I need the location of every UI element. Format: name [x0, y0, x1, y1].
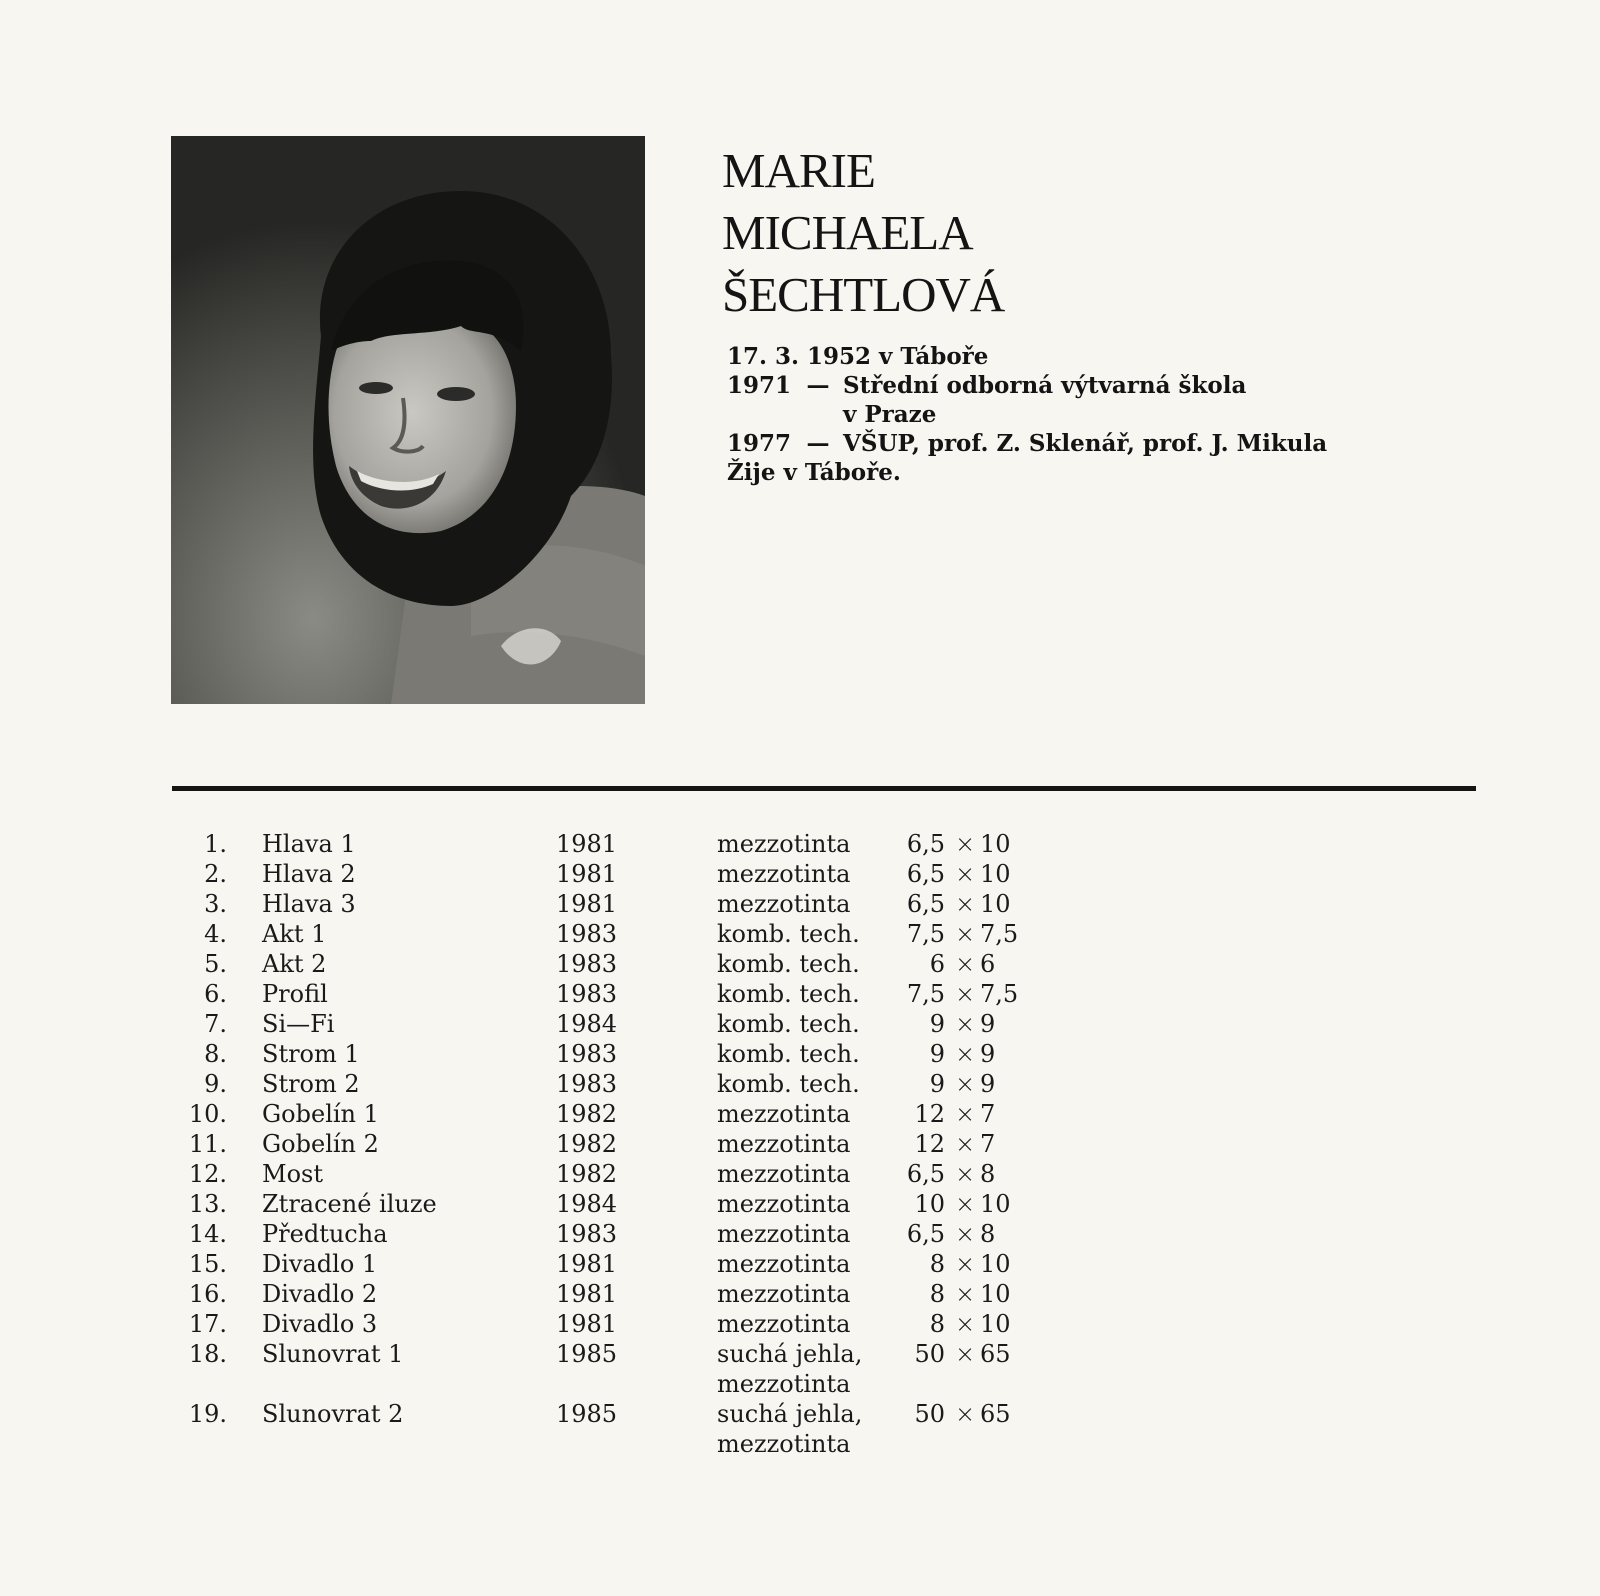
work-width: 6,5 — [906, 1160, 945, 1188]
bio-edu1-year: 1971 — [727, 372, 792, 399]
work-year: 1985 — [556, 1340, 618, 1368]
dimension-separator: × — [954, 1400, 976, 1428]
work-technique-line: mezzotinta — [717, 890, 851, 918]
work-technique — [717, 1399, 862, 1459]
work-number: 17. — [188, 1310, 227, 1338]
work-number: 1. — [204, 830, 227, 858]
work-year: 1981 — [556, 860, 618, 888]
work-technique-line: mezzotinta — [717, 1220, 851, 1248]
work-technique-line: mezzotinta — [717, 830, 851, 858]
dimension-separator: × — [954, 1160, 976, 1188]
dimension-separator: × — [954, 1280, 976, 1308]
work-technique-line: mezzotinta — [717, 1100, 851, 1128]
work-width: 9 — [929, 1010, 945, 1038]
work-year: 1981 — [556, 830, 618, 858]
dimension-separator: × — [954, 890, 976, 918]
work-title: Hlava 1 — [262, 830, 356, 858]
work-title: Předtucha — [262, 1220, 388, 1248]
artist-name-line-3: ŠECHTLOVÁ — [722, 267, 1005, 322]
work-title: Hlava 2 — [262, 860, 356, 888]
work-number: 14. — [188, 1220, 227, 1248]
work-title: Divadlo 3 — [262, 1310, 378, 1338]
work-number: 8. — [204, 1040, 227, 1068]
work-number: 13. — [188, 1190, 227, 1218]
work-height: 8 — [980, 1160, 996, 1188]
work-technique-line: mezzotinta — [717, 1430, 851, 1458]
work-title: Strom 2 — [262, 1070, 360, 1098]
work-height: 6 — [980, 950, 996, 978]
dimension-separator: × — [954, 1250, 976, 1278]
section-divider — [172, 786, 1476, 791]
work-height: 7 — [980, 1130, 996, 1158]
work-title: Si—Fi — [262, 1010, 335, 1038]
work-number: 7. — [204, 1010, 227, 1038]
dimension-separator: × — [954, 860, 976, 888]
bio-edu2-dash: — — [806, 430, 830, 457]
bio-edu1-text-continued: v Praze — [843, 401, 937, 428]
work-technique-line: komb. tech. — [717, 1010, 860, 1038]
work-title: Slunovrat 2 — [262, 1400, 404, 1428]
work-title: Gobelín 2 — [262, 1130, 379, 1158]
dimension-separator: × — [954, 1130, 976, 1158]
work-technique-line: mezzotinta — [717, 860, 851, 888]
work-number: 16. — [188, 1280, 227, 1308]
work-height: 10 — [980, 890, 1011, 918]
work-year: 1982 — [556, 1100, 618, 1128]
work-width: 6,5 — [906, 860, 945, 888]
work-technique-line: mezzotinta — [717, 1160, 851, 1188]
artist-biography — [727, 342, 1327, 487]
work-height: 9 — [980, 1040, 996, 1068]
work-number: 10. — [188, 1100, 227, 1128]
work-technique — [717, 1039, 860, 1069]
work-year: 1981 — [556, 1250, 618, 1278]
work-width: 7,5 — [906, 920, 945, 948]
work-title: Slunovrat 1 — [262, 1340, 404, 1368]
artist-name — [722, 140, 1004, 326]
work-year: 1982 — [556, 1130, 618, 1158]
dimension-separator: × — [954, 1310, 976, 1338]
work-technique-line: mezzotinta — [717, 1250, 851, 1278]
work-technique — [717, 1249, 850, 1279]
work-technique — [717, 859, 850, 889]
bio-edu1-text: Střední odborná výtvarná škola — [843, 372, 1247, 399]
work-technique — [717, 1129, 850, 1159]
work-technique — [717, 1219, 850, 1249]
dimension-separator: × — [954, 1220, 976, 1248]
dimension-separator: × — [954, 1010, 976, 1038]
work-width: 8 — [929, 1280, 945, 1308]
bio-residence: Žije v Táboře. — [727, 459, 901, 486]
work-height: 9 — [980, 1070, 996, 1098]
artist-name-line-1: MARIE — [722, 143, 875, 198]
work-width: 6,5 — [906, 890, 945, 918]
work-number: 18. — [188, 1340, 227, 1368]
work-width: 12 — [914, 1130, 945, 1158]
work-height: 65 — [980, 1340, 1011, 1368]
dimension-separator: × — [954, 1190, 976, 1218]
work-height: 10 — [980, 830, 1011, 858]
work-width: 6 — [929, 950, 945, 978]
work-technique-line: mezzotinta — [717, 1280, 851, 1308]
work-width: 50 — [914, 1400, 945, 1428]
bio-education-2 — [727, 429, 1327, 458]
work-width: 9 — [929, 1070, 945, 1098]
work-technique-line: suchá jehla, — [717, 1400, 863, 1428]
work-title: Gobelín 1 — [262, 1100, 379, 1128]
work-year: 1984 — [556, 1190, 618, 1218]
work-height: 9 — [980, 1010, 996, 1038]
work-technique-line: mezzotinta — [717, 1310, 851, 1338]
work-number: 2. — [204, 860, 227, 888]
work-technique-line: mezzotinta — [717, 1190, 851, 1218]
work-width: 9 — [929, 1040, 945, 1068]
artist-portrait-photo — [171, 136, 645, 704]
bio-edu1-dash: — — [806, 372, 830, 399]
work-year: 1982 — [556, 1160, 618, 1188]
work-technique — [717, 1279, 850, 1309]
work-title: Strom 1 — [262, 1040, 360, 1068]
dimension-separator: × — [954, 1040, 976, 1068]
work-width: 6,5 — [906, 830, 945, 858]
work-number: 5. — [204, 950, 227, 978]
work-technique-line: komb. tech. — [717, 1040, 860, 1068]
work-technique — [717, 1069, 860, 1099]
artist-name-line-2: MICHAELA — [722, 205, 973, 260]
bio-edu2-text: VŠUP, prof. Z. Sklenář, prof. J. Mikula — [843, 430, 1328, 457]
work-width: 6,5 — [906, 1220, 945, 1248]
dimension-separator: × — [954, 980, 976, 1008]
work-technique-line: mezzotinta — [717, 1370, 851, 1398]
work-technique — [717, 1159, 850, 1189]
dimension-separator: × — [954, 1340, 976, 1368]
work-technique-line: mezzotinta — [717, 1130, 851, 1158]
work-technique — [717, 1009, 860, 1039]
work-technique-line: komb. tech. — [717, 920, 860, 948]
work-technique — [717, 949, 860, 979]
work-technique — [717, 979, 860, 1009]
work-height: 10 — [980, 860, 1011, 888]
work-title: Akt 2 — [262, 950, 327, 978]
work-year: 1983 — [556, 1070, 618, 1098]
bio-edu2-year: 1977 — [727, 430, 792, 457]
work-number: 12. — [188, 1160, 227, 1188]
work-year: 1983 — [556, 1220, 618, 1248]
work-height: 65 — [980, 1400, 1011, 1428]
work-year: 1983 — [556, 980, 618, 1008]
work-year: 1983 — [556, 950, 618, 978]
work-number: 9. — [204, 1070, 227, 1098]
work-width: 7,5 — [906, 980, 945, 1008]
bio-education-1 — [727, 371, 1327, 400]
work-year: 1985 — [556, 1400, 618, 1428]
dimension-separator: × — [954, 920, 976, 948]
work-technique-line: komb. tech. — [717, 950, 860, 978]
work-year: 1981 — [556, 1280, 618, 1308]
work-year: 1983 — [556, 1040, 618, 1068]
bio-birth: 17. 3. 1952 v Táboře — [727, 343, 989, 370]
work-technique — [717, 1099, 850, 1129]
work-title: Profil — [262, 980, 328, 1008]
work-technique — [717, 829, 850, 859]
work-technique-line: komb. tech. — [717, 1070, 860, 1098]
dimension-separator: × — [954, 1070, 976, 1098]
portrait-illustration — [171, 136, 645, 704]
work-number: 15. — [188, 1250, 227, 1278]
work-year: 1983 — [556, 920, 618, 948]
dimension-separator: × — [954, 950, 976, 978]
work-technique — [717, 889, 850, 919]
work-title: Most — [262, 1160, 323, 1188]
work-height: 7,5 — [980, 920, 1019, 948]
work-year: 1981 — [556, 890, 618, 918]
dimension-separator: × — [954, 830, 976, 858]
work-technique — [717, 919, 860, 949]
work-technique-line: suchá jehla, — [717, 1340, 863, 1368]
work-technique — [717, 1309, 850, 1339]
work-height: 7 — [980, 1100, 996, 1128]
work-width: 10 — [914, 1190, 945, 1218]
dimension-separator: × — [954, 1100, 976, 1128]
work-width: 8 — [929, 1310, 945, 1338]
work-title: Divadlo 2 — [262, 1280, 378, 1308]
work-number: 19. — [188, 1400, 227, 1428]
work-width: 12 — [914, 1100, 945, 1128]
work-height: 10 — [980, 1280, 1011, 1308]
work-height: 10 — [980, 1310, 1011, 1338]
work-width: 50 — [914, 1340, 945, 1368]
work-number: 11. — [188, 1130, 227, 1158]
work-technique-line: komb. tech. — [717, 980, 860, 1008]
work-height: 10 — [980, 1190, 1011, 1218]
work-number: 6. — [204, 980, 227, 1008]
work-technique — [717, 1189, 850, 1219]
work-title: Divadlo 1 — [262, 1250, 378, 1278]
work-year: 1981 — [556, 1310, 618, 1338]
work-number: 3. — [204, 890, 227, 918]
work-number: 4. — [204, 920, 227, 948]
work-title: Akt 1 — [262, 920, 327, 948]
work-height: 7,5 — [980, 980, 1019, 1008]
work-width: 8 — [929, 1250, 945, 1278]
work-title: Ztracené iluze — [262, 1190, 437, 1218]
work-year: 1984 — [556, 1010, 618, 1038]
work-height: 8 — [980, 1220, 996, 1248]
work-height: 10 — [980, 1250, 1011, 1278]
work-title: Hlava 3 — [262, 890, 356, 918]
work-technique — [717, 1339, 862, 1399]
